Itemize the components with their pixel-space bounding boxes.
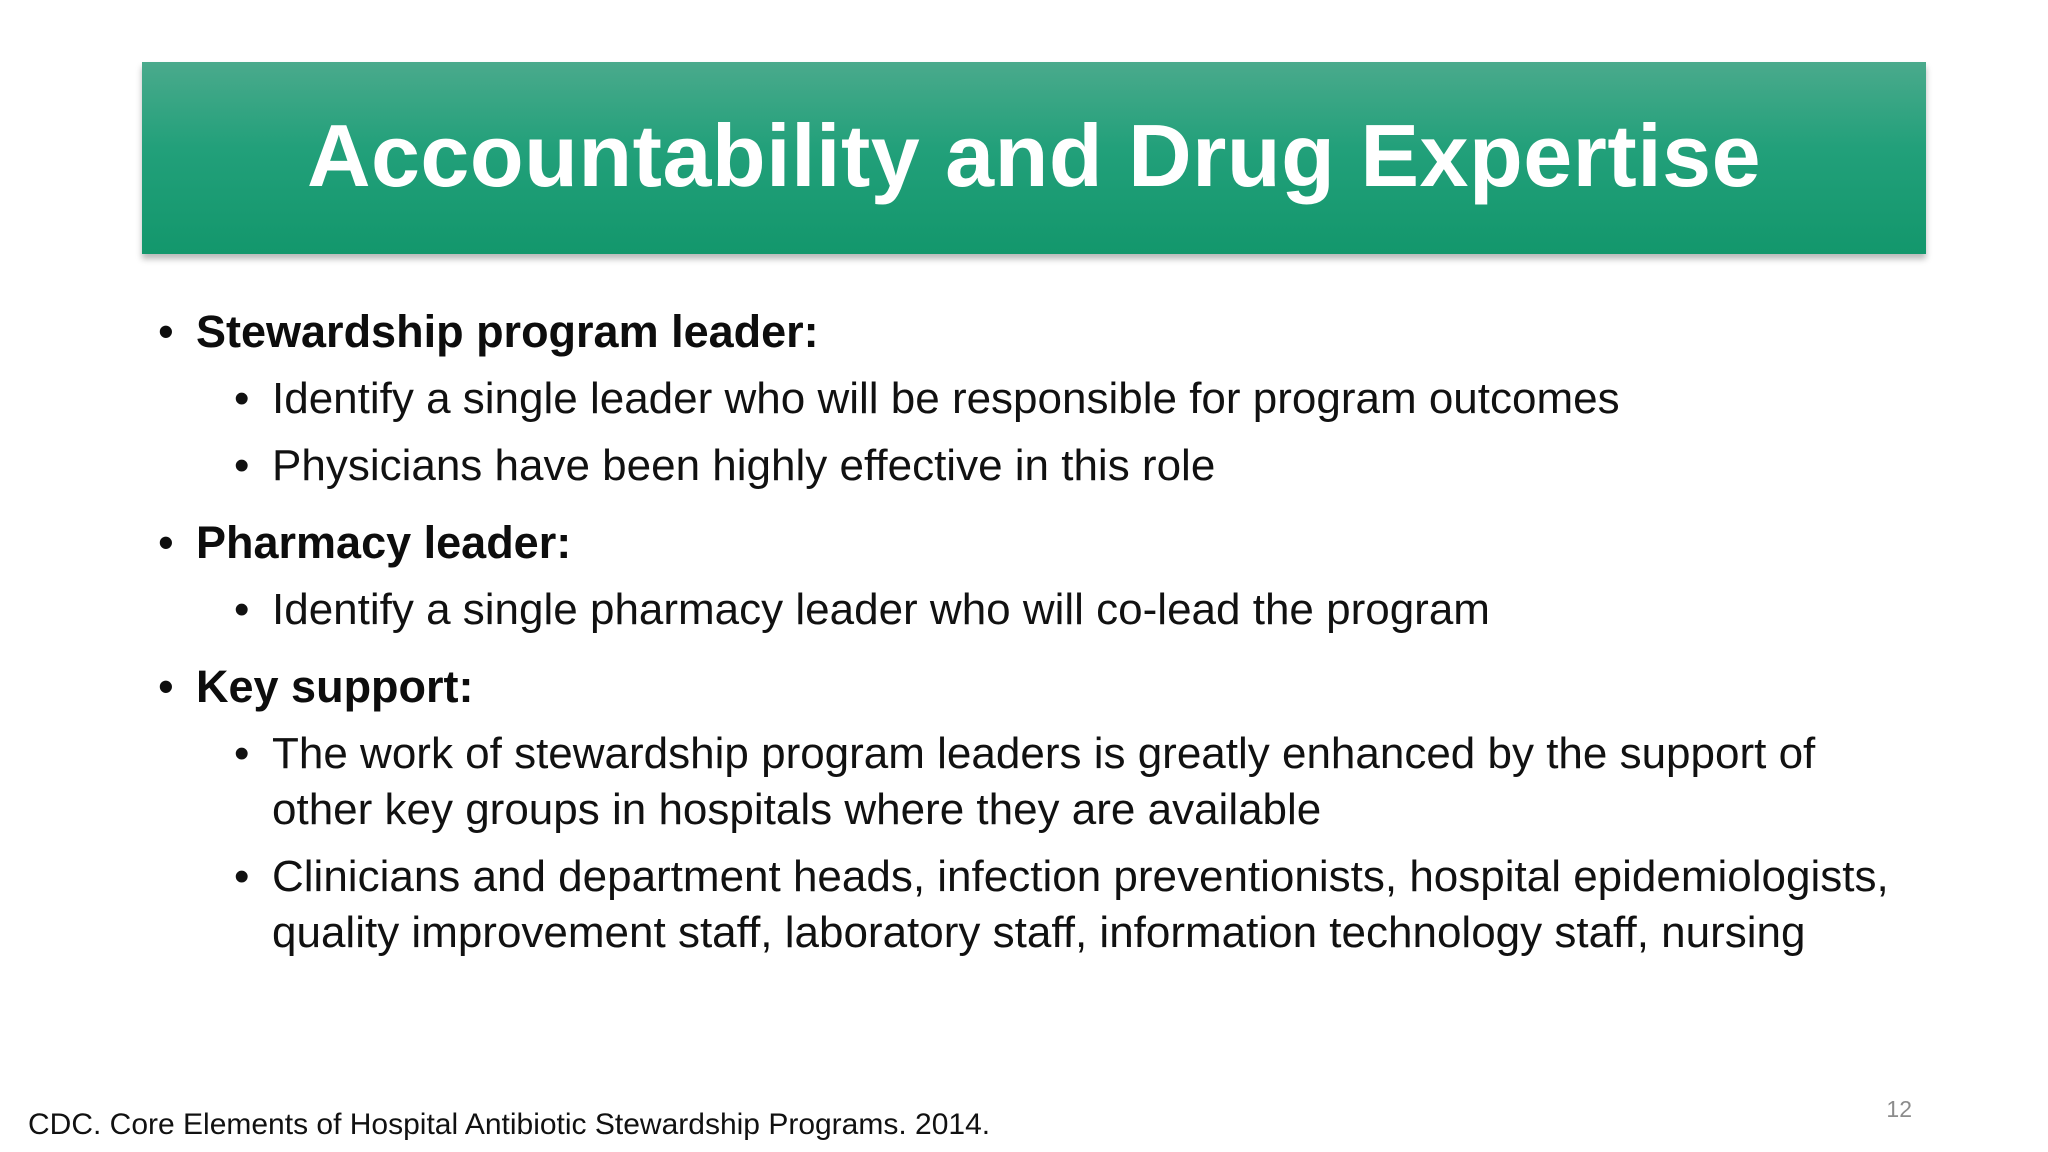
section-heading-text: Pharmacy leader: xyxy=(196,517,572,568)
bullet-glyph: • xyxy=(234,441,250,490)
bullet-glyph: • xyxy=(158,661,174,712)
title-banner xyxy=(142,62,1926,254)
bullet-glyph: • xyxy=(234,852,250,901)
list-item xyxy=(234,371,1918,427)
bullet-glyph: • xyxy=(234,729,250,778)
section-heading-key-support xyxy=(158,659,1918,715)
list-item xyxy=(234,438,1918,494)
bullet-list xyxy=(158,304,1918,961)
list-item-text: The work of stewardship program leaders is greatly enhanced by the support of other key groups in hospitals where they are available xyxy=(272,729,1816,834)
list-item-text: Clinicians and department heads, infection preventionists, hospital epidemiologists, quality improvement staff, laboratory staff, information technology staff, nursing xyxy=(272,852,1889,957)
list-item xyxy=(234,582,1918,638)
list-item-text: Identify a single pharmacy leader who will co-lead the program xyxy=(272,585,1490,634)
section-heading-text: Stewardship program leader: xyxy=(196,306,819,357)
list-item xyxy=(234,726,1918,838)
section-heading-pharmacy-leader xyxy=(158,515,1918,571)
bullet-glyph: • xyxy=(158,517,174,568)
section-heading-stewardship-leader xyxy=(158,304,1918,360)
list-item-text: Physicians have been highly effective in this role xyxy=(272,441,1216,490)
list-item-text: Identify a single leader who will be responsible for program outcomes xyxy=(272,374,1620,423)
slide-title: Accountability and Drug Expertise xyxy=(306,106,1762,205)
bullet-glyph: • xyxy=(234,585,250,634)
bullet-glyph: • xyxy=(158,306,174,357)
section-heading-text: Key support: xyxy=(196,661,474,712)
bullet-glyph: • xyxy=(234,374,250,423)
list-item xyxy=(234,849,1918,961)
citation: CDC. Core Elements of Hospital Antibiotic Stewardship Programs. 2014. xyxy=(28,1108,991,1141)
page-number: 12 xyxy=(1886,1096,1912,1122)
